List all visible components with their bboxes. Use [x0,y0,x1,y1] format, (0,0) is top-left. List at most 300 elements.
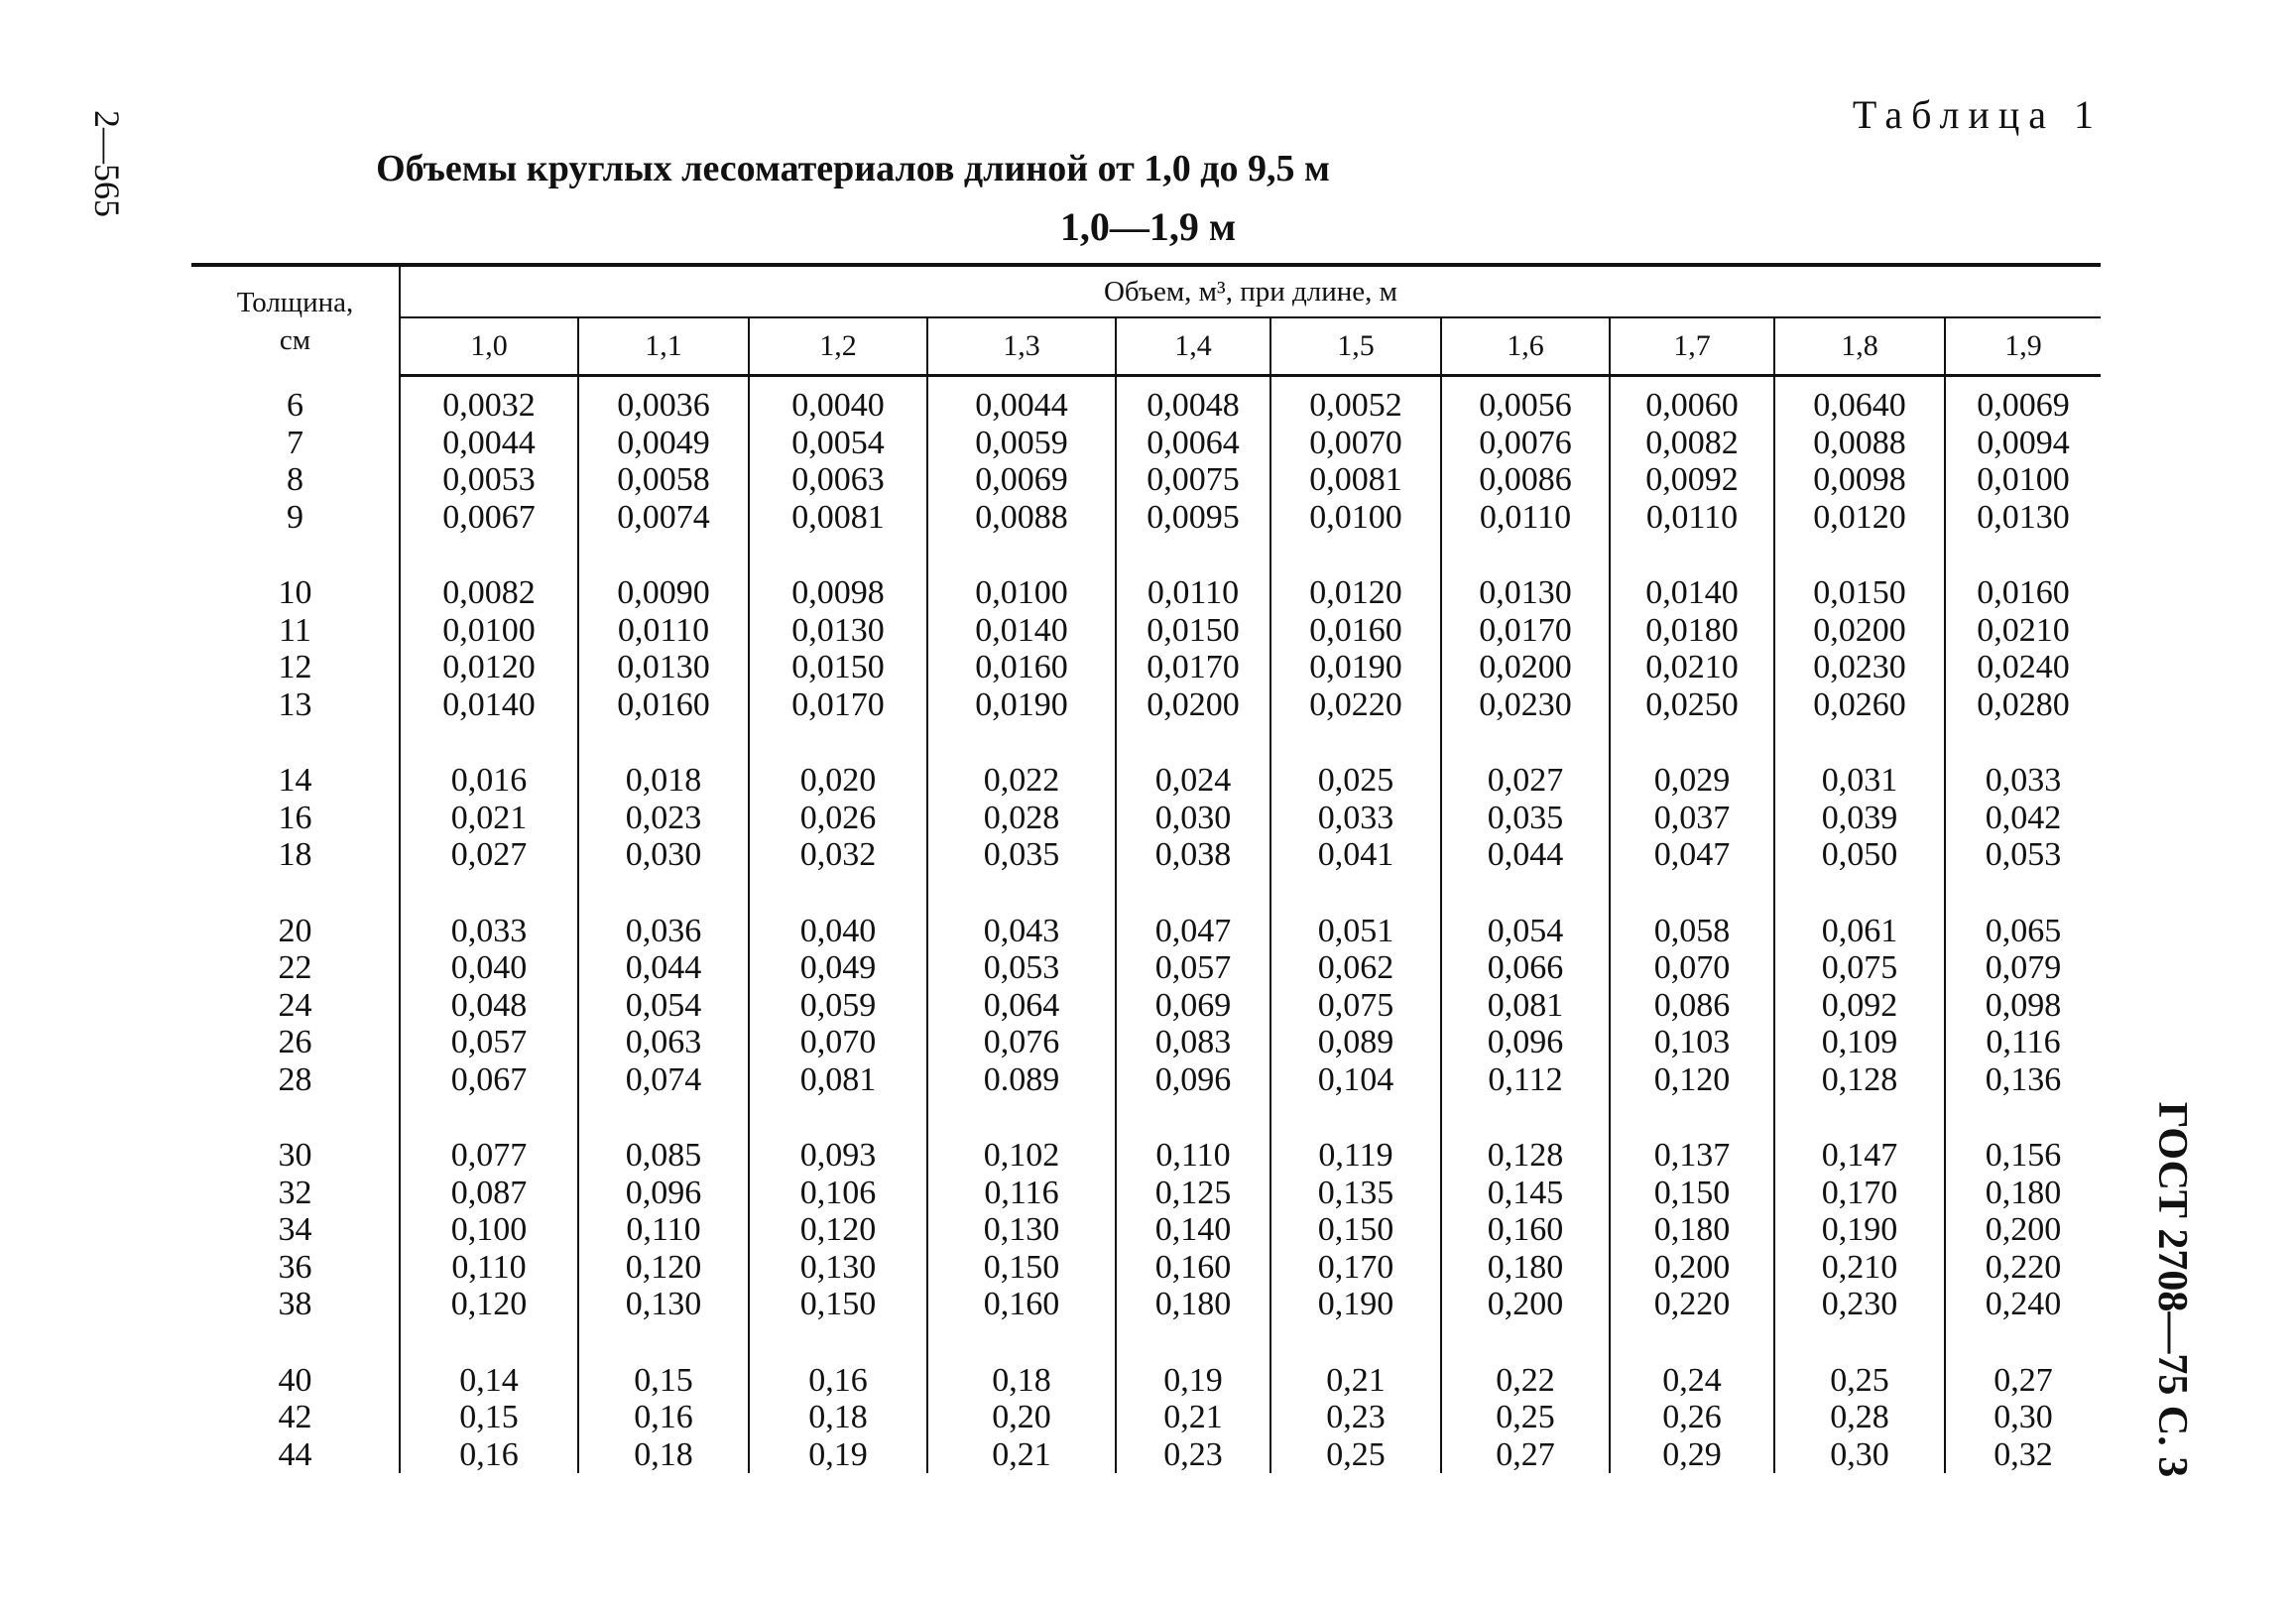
volume-cell: 0,0170 [1116,649,1270,686]
volume-cell: 0,0082 [1610,425,1774,462]
spacer-cell [1774,1098,1945,1137]
volume-cell: 0,0150 [1116,612,1270,650]
volume-header-cell [400,265,2101,317]
volume-cell: 0,054 [1441,913,1610,950]
spacer-cell [1270,1098,1441,1137]
volume-cell: 0,0100 [927,574,1116,612]
volume-cell: 0,0230 [1441,686,1610,724]
spacer-cell [1610,874,1774,913]
volume-cell: 0,0240 [1945,649,2101,686]
spacer-cell [749,536,927,574]
volume-cell: 0,081 [749,1061,927,1099]
volume-cell: 0,136 [1945,1061,2101,1099]
table-row [191,1061,2101,1099]
volume-cell: 0,063 [578,1024,749,1061]
spacer-cell [1774,1323,1945,1362]
volume-cell: 0,0160 [1270,612,1441,650]
group-spacer [191,1323,2101,1362]
volume-cell: 0,096 [1116,1061,1270,1099]
volume-cell: 0,128 [1774,1061,1945,1099]
table-row [191,1286,2101,1323]
volume-cell: 0,092 [1774,987,1945,1025]
volume-cell: 0,040 [400,949,578,987]
spacer-cell [191,1098,400,1137]
group-spacer [191,1098,2101,1137]
length-header: 1,6 [1441,317,1610,376]
volume-cell: 0,0120 [1270,574,1441,612]
volume-cell: 0,18 [927,1362,1116,1400]
volume-cell: 0,075 [1774,949,1945,987]
volume-cell: 0,160 [1441,1211,1610,1249]
spacer-cell [1774,874,1945,913]
volume-cell: 0,066 [1441,949,1610,987]
volume-cell: 0,24 [1610,1362,1774,1400]
volume-cell: 0,038 [1116,836,1270,874]
volume-cell: 0,0076 [1441,425,1610,462]
thickness-cell: 7 [287,424,303,461]
spacer-cell [1270,536,1441,574]
volume-cell: 0,0100 [1945,461,2101,499]
table-row [191,987,2101,1025]
spacer-cell [400,536,578,574]
volume-cell: 0,200 [1441,1286,1610,1323]
spacer-cell [1610,1098,1774,1137]
volume-table [191,263,2101,1473]
volume-cell: 0,100 [400,1211,578,1249]
spacer-cell [1116,874,1270,913]
thickness-cell: 26 [278,1024,312,1061]
length-header-row [191,317,2101,376]
volume-cell: 0,30 [1774,1436,1945,1474]
volume-cell: 0,0210 [1610,649,1774,686]
table-row [191,499,2101,537]
table-row [191,1362,2101,1400]
length-header: 1,4 [1116,317,1270,376]
document-title: Объемы круглых лесоматериалов длиной от 1,0 до 9,5 м [376,148,1330,189]
volume-cell: 0,150 [749,1286,927,1323]
volume-cell: 0,033 [400,913,578,950]
volume-cell: 0,069 [1116,987,1270,1025]
spacer-cell [749,723,927,762]
volume-cell: 0,070 [749,1024,927,1061]
volume-cell: 0,033 [1945,762,2101,800]
volume-cell: 0,27 [1945,1362,2101,1400]
volume-cell: 0,0058 [578,461,749,499]
volume-cell: 0,036 [578,913,749,950]
spacer-cell [400,723,578,762]
thickness-cell: 40 [278,1361,312,1399]
length-header: 1,1 [578,317,749,376]
volume-cell: 0,020 [749,762,927,800]
thickness-cell: 16 [278,799,312,836]
volume-cell: 0,220 [1610,1286,1774,1323]
table-row [191,461,2101,499]
volume-cell: 0,16 [400,1436,578,1474]
volume-cell: 0,160 [927,1286,1116,1323]
volume-cell: 0,19 [1116,1362,1270,1400]
volume-cell: 0,156 [1945,1137,2101,1175]
volume-cell: 0,048 [400,987,578,1025]
volume-cell: 0,044 [578,949,749,987]
volume-cell: 0,150 [927,1249,1116,1287]
volume-cell: 0,050 [1774,836,1945,874]
table-row [191,1024,2101,1061]
volume-cell: 0,0082 [400,574,578,612]
volume-cell: 0,0640 [1774,376,1945,425]
volume-cell: 0,180 [1610,1211,1774,1249]
spacer-cell [1610,1323,1774,1362]
table-row [191,1211,2101,1249]
spacer-cell [191,536,400,574]
running-header [2127,1091,2217,1488]
volume-cell: 0,137 [1610,1137,1774,1175]
volume-cell: 0,0054 [749,425,927,462]
volume-cell: 0,0140 [400,686,578,724]
volume-cell: 0,147 [1774,1137,1945,1175]
section-subtitle: 1,0—1,9 м [1059,204,1237,249]
volume-cell: 0,0110 [1610,499,1774,537]
volume-cell: 0,083 [1116,1024,1270,1061]
volume-cell: 0,120 [749,1211,927,1249]
volume-cell: 0,125 [1116,1175,1270,1212]
volume-cell: 0,21 [1270,1362,1441,1400]
thickness-cell: 42 [278,1399,312,1436]
volume-cell: 0,145 [1441,1175,1610,1212]
volume-cell: 0,093 [749,1137,927,1175]
thickness-cell: 10 [278,574,312,612]
volume-cell: 0,0110 [1116,574,1270,612]
volume-cell: 0,130 [578,1286,749,1323]
volume-cell: 0,0081 [749,499,927,537]
volume-cell: 0,0170 [1441,612,1610,650]
spacer-cell [927,536,1116,574]
page-number-text: 2—565 [87,110,127,217]
volume-cell: 0,109 [1774,1024,1945,1061]
volume-cell: 0,120 [400,1286,578,1323]
volume-cell: 0,25 [1774,1362,1945,1400]
spacer-cell [1610,723,1774,762]
spacer-cell [578,1098,749,1137]
volume-cell: 0,102 [927,1137,1116,1175]
volume-cell: 0,21 [927,1436,1116,1474]
volume-cell: 0,0060 [1610,376,1774,425]
volume-cell: 0,016 [400,762,578,800]
volume-cell: 0,039 [1774,800,1945,837]
volume-cell: 0,042 [1945,800,2101,837]
volume-cell: 0,0069 [1945,376,2101,425]
spacer-cell [400,1323,578,1362]
volume-cell: 0,110 [578,1211,749,1249]
volume-cell: 0,030 [1116,800,1270,837]
volume-cell: 0,0053 [400,461,578,499]
volume-cell: 0,190 [1270,1286,1441,1323]
volume-cell: 0,027 [1441,762,1610,800]
volume-cell: 0,135 [1270,1175,1441,1212]
volume-cell: 0,035 [1441,800,1610,837]
volume-cell: 0,0160 [927,649,1116,686]
volume-cell: 0,077 [400,1137,578,1175]
thickness-header: Толщина, [236,286,354,318]
volume-cell: 0,15 [578,1362,749,1400]
spacer-cell [749,1323,927,1362]
volume-cell: 0,0180 [1610,612,1774,650]
volume-cell: 0,025 [1270,762,1441,800]
spacer-cell [1945,1098,2101,1137]
table-row [191,1436,2101,1474]
volume-cell: 0,0110 [1441,499,1610,537]
volume-cell: 0,087 [400,1175,578,1212]
volume-cell: 0,26 [1610,1399,1774,1436]
volume-header: Объем, м³, при длине, м [1103,275,1398,308]
volume-cell: 0,130 [749,1249,927,1287]
volume-cell: 0,0150 [1774,574,1945,612]
volume-cell: 0,043 [927,913,1116,950]
volume-cell: 0,180 [1116,1286,1270,1323]
thickness-cell: 12 [278,649,312,686]
spacer-cell [578,536,749,574]
table-row [191,949,2101,987]
volume-cell: 0,0069 [927,461,1116,499]
volume-cell: 0,0059 [927,425,1116,462]
volume-cell: 0,0098 [749,574,927,612]
volume-cell: 0,098 [1945,987,2101,1025]
thickness-cell: 44 [278,1435,312,1473]
length-header: 1,7 [1610,317,1774,376]
volume-cell: 0,0064 [1116,425,1270,462]
volume-cell: 0,0092 [1610,461,1774,499]
volume-cell: 0,0044 [927,376,1116,425]
thickness-cell: 8 [287,461,303,499]
spacer-cell [191,874,400,913]
thickness-cell: 14 [278,762,312,800]
thickness-cell: 30 [278,1137,312,1175]
spacer-cell [1441,1098,1610,1137]
volume-cell: 0,0110 [578,612,749,650]
volume-cell: 0,170 [1270,1249,1441,1287]
spacer-cell [749,874,927,913]
volume-cell: 0,0036 [578,376,749,425]
thickness-cell: 6 [287,386,303,424]
spacer-cell [1270,1323,1441,1362]
volume-cell: 0,0280 [1945,686,2101,724]
volume-cell: 0,112 [1441,1061,1610,1099]
thickness-cell: 32 [278,1174,312,1211]
volume-cell: 0,076 [927,1024,1116,1061]
volume-cell: 0,29 [1610,1436,1774,1474]
table-row [191,1249,2101,1287]
spacer-cell [927,874,1116,913]
volume-cell: 0,053 [927,949,1116,987]
volume-cell: 0,25 [1441,1399,1610,1436]
volume-cell: 0,0094 [1945,425,2101,462]
volume-cell: 0,054 [578,987,749,1025]
volume-cell: 0,044 [1441,836,1610,874]
volume-cell: 0,106 [749,1175,927,1212]
volume-cell: 0,150 [1610,1175,1774,1212]
table-row [191,425,2101,462]
volume-cell: 0,079 [1945,949,2101,987]
volume-cell: 0,0250 [1610,686,1774,724]
spacer-cell [1116,536,1270,574]
spacer-cell [578,1323,749,1362]
volume-cell: 0,19 [749,1436,927,1474]
volume-cell: 0,150 [1270,1211,1441,1249]
volume-cell: 0,0075 [1116,461,1270,499]
volume-cell: 0,0170 [749,686,927,724]
volume-cell: 0,0063 [749,461,927,499]
volume-cell: 0,120 [578,1249,749,1287]
volume-cell: 0,074 [578,1061,749,1099]
volume-cell: 0,089 [1270,1024,1441,1061]
thickness-cell: 9 [287,498,303,536]
length-header: 1,8 [1774,317,1945,376]
volume-cell: 0,104 [1270,1061,1441,1099]
volume-cell: 0,0120 [400,649,578,686]
volume-cell: 0,047 [1116,913,1270,950]
volume-cell: 0,0190 [1270,649,1441,686]
volume-cell: 0,0190 [927,686,1116,724]
volume-cell: 0,018 [578,762,749,800]
volume-cell: 0,210 [1774,1249,1945,1287]
spacer-cell [191,1323,400,1362]
spacer-cell [1610,536,1774,574]
volume-cell: 0,022 [927,762,1116,800]
volume-cell: 0,0160 [1945,574,2101,612]
spacer-cell [1945,536,2101,574]
thickness-cell: 18 [278,836,312,874]
spacer-cell [749,1098,927,1137]
volume-cell: 0,160 [1116,1249,1270,1287]
running-header-text: ГОСТ 2708—75 С. 3 [2149,1101,2195,1478]
volume-cell: 0,085 [578,1137,749,1175]
volume-cell: 0,0210 [1945,612,2101,650]
volume-cell: 0,110 [1116,1137,1270,1175]
volume-cell: 0,0200 [1774,612,1945,650]
volume-cell: 0,0140 [927,612,1116,650]
volume-cell: 0,0200 [1116,686,1270,724]
volume-cell: 0,128 [1441,1137,1610,1175]
volume-cell: 0,0049 [578,425,749,462]
volume-cell: 0,120 [1610,1061,1774,1099]
volume-cell: 0,027 [400,836,578,874]
volume-cell: 0,0098 [1774,461,1945,499]
table-label: Таблица 1 [1852,92,2103,137]
volume-cell: 0,0150 [749,649,927,686]
volume-cell: 0,0100 [400,612,578,650]
thickness-cell: 11 [279,611,311,649]
volume-cell: 0,0070 [1270,425,1441,462]
length-header: 1,5 [1270,317,1441,376]
spacer-cell [1116,723,1270,762]
length-header: 1,3 [927,317,1116,376]
volume-cell: 0,041 [1270,836,1441,874]
volume-cell: 0,0052 [1270,376,1441,425]
volume-cell: 0,0081 [1270,461,1441,499]
table-row [191,376,2101,425]
volume-cell: 0,25 [1270,1436,1441,1474]
table-row [191,836,2101,874]
thickness-cell: 22 [278,949,312,987]
volume-cell: 0,051 [1270,913,1441,950]
volume-cell: 0,053 [1945,836,2101,874]
volume-cell: 0,0130 [749,612,927,650]
volume-cell: 0,0032 [400,376,578,425]
volume-cell: 0,031 [1774,762,1945,800]
volume-cell: 0,130 [927,1211,1116,1249]
volume-cell: 0,028 [927,800,1116,837]
table-row [191,1175,2101,1212]
volume-cell: 0,0095 [1116,499,1270,537]
volume-cell: 0,16 [749,1362,927,1400]
volume-cell: 0,0220 [1270,686,1441,724]
thickness-cell: 20 [278,912,312,949]
volume-cell: 0,200 [1945,1211,2101,1249]
spacer-cell [400,874,578,913]
volume-cell: 0,22 [1441,1362,1610,1400]
table-row [191,649,2101,686]
volume-cell: 0,16 [578,1399,749,1436]
volume-cell: 0,021 [400,800,578,837]
volume-cell: 0,024 [1116,762,1270,800]
volume-cell: 0,200 [1610,1249,1774,1287]
volume-cell: 0,23 [1270,1399,1441,1436]
volume-cell: 0,096 [578,1175,749,1212]
length-header: 1,0 [400,317,578,376]
spacer-cell [578,723,749,762]
spacer-cell [1945,874,2101,913]
volume-cell: 0,081 [1441,987,1610,1025]
volume-cell: 0,064 [927,987,1116,1025]
thickness-unit: см [279,323,311,356]
volume-cell: 0,067 [400,1061,578,1099]
group-spacer [191,723,2101,762]
volume-cell: 0,070 [1610,949,1774,987]
volume-cell: 0,057 [1116,949,1270,987]
thickness-cell: 13 [278,685,312,723]
volume-cell: 0,28 [1774,1399,1945,1436]
volume-cell: 0,0040 [749,376,927,425]
volume-cell: 0,190 [1774,1211,1945,1249]
spacer-cell [1441,723,1610,762]
thickness-cell: 28 [278,1060,312,1098]
volume-cell: 0,0048 [1116,376,1270,425]
volume-cell: 0,0088 [1774,425,1945,462]
volume-cell: 0,0200 [1441,649,1610,686]
spacer-cell [578,874,749,913]
volume-cell: 0,023 [578,800,749,837]
volume-cell: 0,21 [1116,1399,1270,1436]
thickness-cell: 36 [278,1248,312,1286]
volume-cell: 0,033 [1270,800,1441,837]
volume-cell: 0,119 [1270,1137,1441,1175]
spacer-cell [927,1323,1116,1362]
spacer-cell [1945,1323,2101,1362]
length-header: 1,9 [1945,317,2101,376]
table-row [191,686,2101,724]
table-row [191,574,2101,612]
spacer-cell [1945,723,2101,762]
volume-cell: 0,170 [1774,1175,1945,1212]
table-row [191,762,2101,800]
volume-cell: 0,032 [749,836,927,874]
volume-cell: 0,061 [1774,913,1945,950]
volume-cell: 0,110 [400,1249,578,1287]
table-row [191,1137,2101,1175]
group-spacer [191,536,2101,574]
spacer-cell [400,1098,578,1137]
volume-cell: 0,0120 [1774,499,1945,537]
volume-cell: 0,103 [1610,1024,1774,1061]
